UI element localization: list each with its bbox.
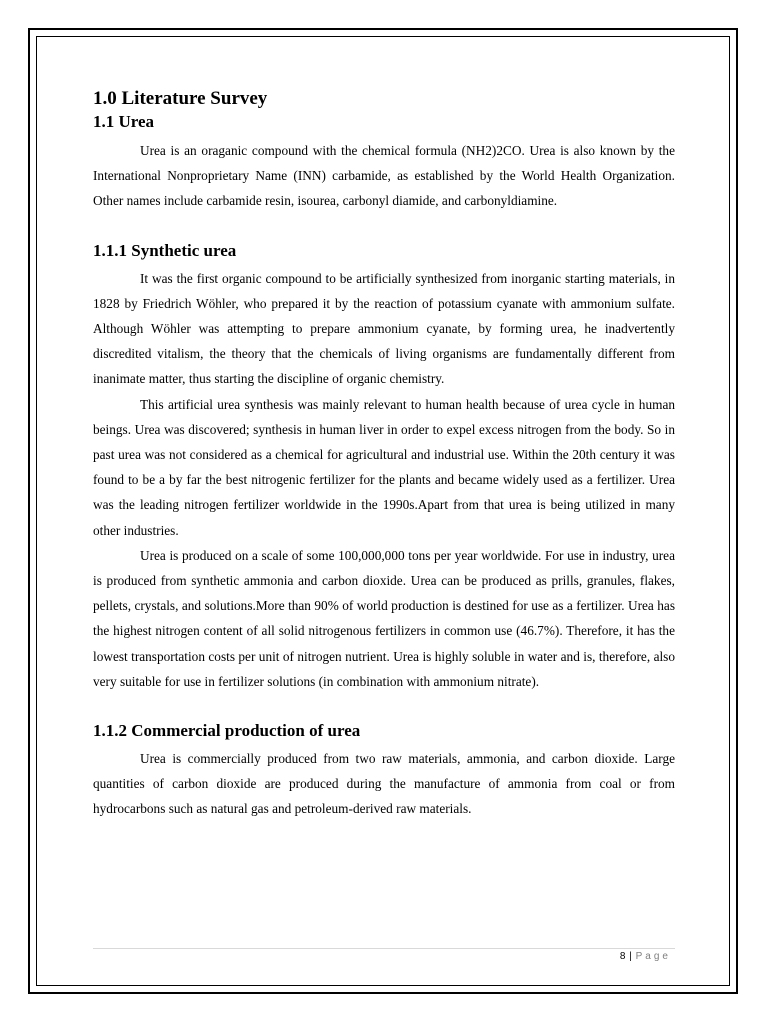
paragraph-urea-intro: Urea is an oraganic compound with the chemical formula (NH2)2CO. Urea is also known by the International Nonproprietary Name (INN) carbamide, as established by the World Health Organization. Other names include carbamide resin, isourea, carbonyl diamide, and carbonyldiamine. <box>93 143 675 209</box>
paragraph-commercial-1: Urea is commercially produced from two raw materials, ammonia, and carbon dioxide. Large quantities of carbon dioxide are produced during the manufacture of ammonia from coal or from hydrocarbons such as natural gas and petroleum-derived raw materials. <box>93 751 675 817</box>
heading-urea: 1.1 Urea <box>93 112 155 131</box>
paragraph-synthetic-2: This artificial urea synthesis was mainly relevant to human health because of urea cycle in human beings. Urea was discovered; synthesis in human liver in order to expel excess nitrogen from the body. So in past urea was not considered as a chemical for agricultural and industrial use. Within the 20th century it was found to be a by far the best nitrogenic fertilizer for the plants and became widely used as a fertilizer. Urea was the leading nitrogen fertilizer worldwide in the 1990s.Apart from that urea is being utilized in many other industries. <box>93 396 675 538</box>
heading-literature-survey: 1.0 Literature Survey <box>93 88 268 109</box>
page-number: 8 <box>619 951 626 962</box>
document-body <box>93 87 675 822</box>
page-word: Page <box>635 951 671 962</box>
footer-separator: | <box>629 951 633 962</box>
paragraph-synthetic-3: Urea is produced on a scale of some 100,000,000 tons per year worldwide. For use in industry, urea is produced from synthetic ammonia and carbon dioxide. Urea can be produced as prills, granules, flakes, pellets, crystals, and solutions.More than 90% of world production is destined for use as a fertilizer. Urea has the highest nitrogen content of all solid nitrogenous fertilizers in common use (46.7%). Therefore, it has the lowest transportation costs per unit of nitrogen nutrient. Urea is highly soluble in water and is, therefore, also very suitable for use in fertilizer solutions (in combination with ammonium nitrate). <box>93 547 675 689</box>
footer-divider <box>93 948 675 949</box>
paragraph-synthetic-1: It was the first organic compound to be artificially synthesized from inorganic starting materials, in 1828 by Friedrich Wöhler, who prepared it by the reaction of potassium cyanate with ammonium sulfate. Although Wöhler was attempting to prepare ammonium cyanate, by forming urea, he inadvertently discredited vitalism, the theory that the chemicals of living organisms are fundamentally different from inanimate matter, thus starting the discipline of organic chemistry. <box>93 270 675 387</box>
heading-commercial-production: 1.1.2 Commercial production of urea <box>93 721 361 741</box>
page-footer <box>620 951 671 962</box>
heading-synthetic-urea: 1.1.1 Synthetic urea <box>93 240 237 260</box>
